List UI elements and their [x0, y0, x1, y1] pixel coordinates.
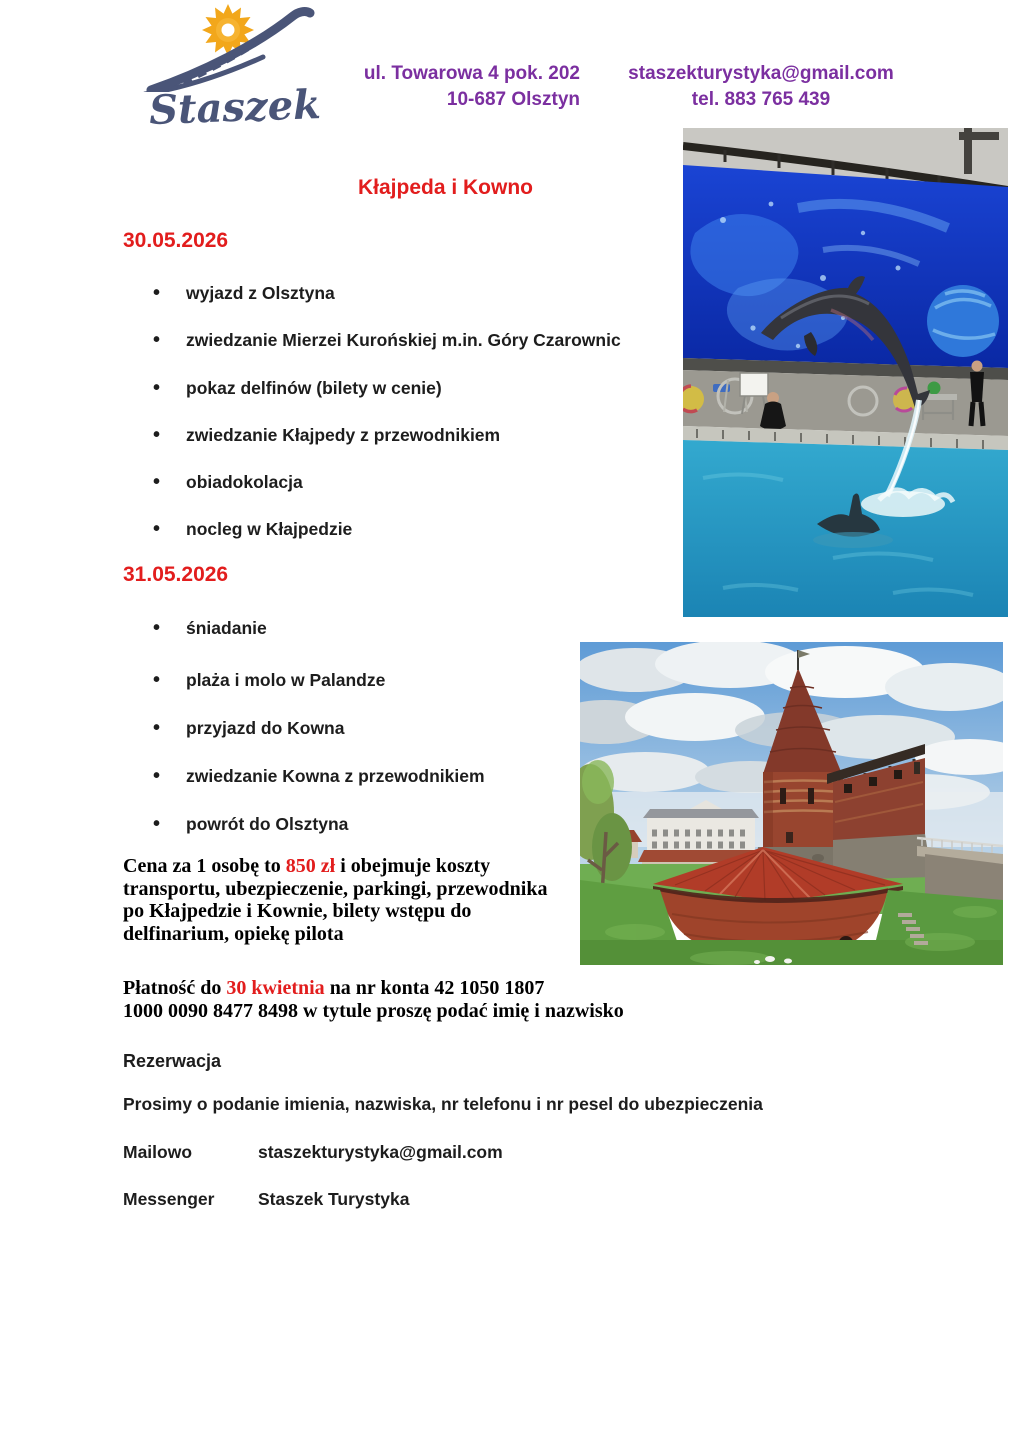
price-amount: 850 zł	[285, 855, 336, 877]
date-heading-day1: 30.05.2026	[123, 229, 229, 252]
list-item: • powrót do Olsztyna	[123, 812, 683, 836]
reservation-heading: Rezerwacja	[123, 1051, 222, 1071]
header-email: staszekturystyka@gmail.com	[628, 63, 894, 84]
list-item: • nocleg w Kłajpedzie	[123, 517, 683, 541]
price-line-2: transportu, ubezpieczenie, parkingi, przewodnika	[123, 877, 548, 900]
list-item: • śniadanie	[123, 616, 683, 640]
list-item: • zwiedzanie Kowna z przewodnikiem	[123, 764, 683, 788]
header-contact	[620, 61, 902, 113]
contact-label: Mailowo	[123, 1142, 193, 1162]
address-line-1: ul. Towarowa 4 pok. 202	[363, 63, 580, 84]
kaunas-castle-photo	[580, 642, 1003, 965]
list-item: • pokaz delfinów (bilety w cenie)	[123, 376, 683, 400]
address-line-2: 10-687 Olsztyn	[446, 89, 580, 110]
reservation-note: Prosimy o podanie imienia, nazwiska, nr telefonu i nr pesel do ubezpieczenia	[123, 1094, 763, 1114]
list-item: • plaża i molo w Palandze	[123, 668, 683, 692]
price-line-4: delfinarium, opiekę pilota	[123, 922, 344, 945]
contact-messenger-value: Staszek Turystyka	[258, 1189, 410, 1209]
contact-row-messenger	[123, 1189, 409, 1210]
header-address	[300, 61, 580, 113]
price-paragraph	[123, 855, 643, 945]
payment-paragraph	[123, 977, 683, 1022]
payment-line-1	[123, 977, 683, 1000]
dolphin-show-photo	[683, 128, 1008, 617]
payment-deadline: 30 kwietnia	[226, 977, 325, 999]
payment-text: na nr konta 42 1050 1807	[324, 977, 545, 999]
list-item: • zwiedzanie Mierzei Kurońskiej m.in. Góry Czarownic	[123, 328, 683, 352]
contact-email-value: staszekturystyka@gmail.com	[258, 1142, 503, 1162]
list-item: • zwiedzanie Kłajpedy z przewodnikiem	[123, 423, 683, 447]
price-text: Cena za 1 osobę to	[123, 855, 286, 877]
list-item: • obiadokolacja	[123, 470, 683, 494]
price-text: i obejmuje koszty	[335, 855, 491, 877]
page-title: Kłajpeda i Kowno	[357, 176, 533, 199]
header-phone: tel. 883 765 439	[691, 89, 831, 110]
payment-line-2: 1000 0090 8477 8498 w tytule proszę podać imię i nazwisko	[123, 999, 624, 1022]
date-heading-day2: 31.05.2026	[123, 563, 229, 586]
logo-wordmark: Staszek	[148, 81, 322, 134]
price-line-3: po Kłajpedzie i Kownie, bilety wstępu do	[123, 900, 472, 922]
list-item: • wyjazd z Olsztyna	[123, 281, 683, 305]
price-line-1	[123, 855, 643, 878]
contact-row-mail	[123, 1142, 503, 1163]
contact-label: Messenger	[123, 1189, 215, 1209]
list-item: • przyjazd do Kowna	[123, 716, 683, 740]
payment-text: Płatność do	[123, 977, 227, 999]
